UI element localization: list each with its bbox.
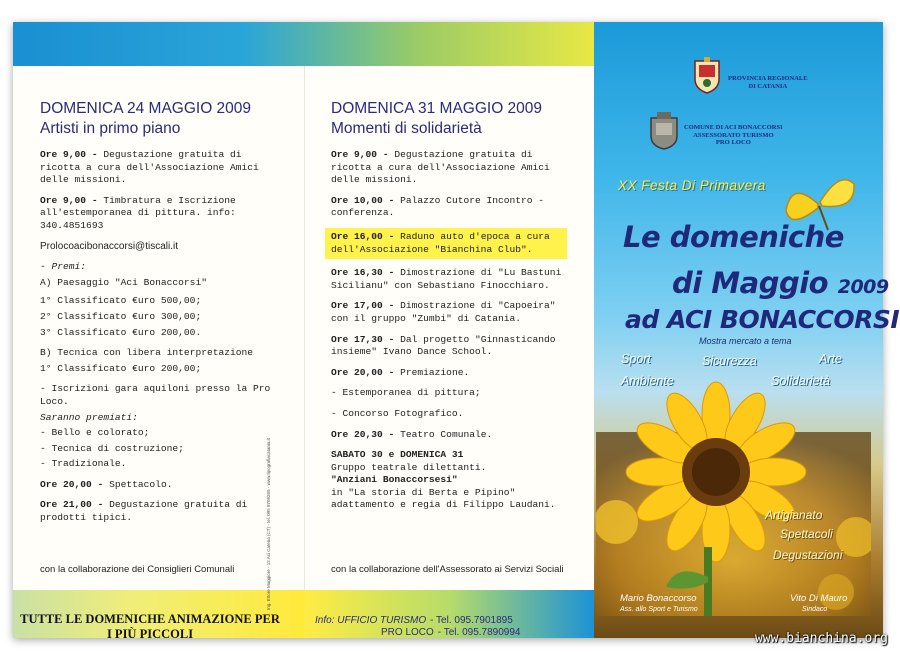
iscrizioni-note: - Iscrizioni gara aquiloni presso la Pro Loco. [40, 383, 277, 407]
day1-title: DOMENICA 24 MAGGIO 2009 [40, 100, 252, 117]
categoria-item: - Tecnica di costruzione; [40, 442, 184, 454]
provincia-crest-icon [692, 55, 722, 95]
premi-a-3: 3° Classificato €uro 200,00. [40, 326, 202, 338]
day2-schedule [331, 149, 567, 520]
comune-crest-icon [648, 110, 680, 150]
signature-assessore: Mario Bonaccorso Ass. allo Sport e Turismo [620, 593, 698, 613]
sabato-line1: Gruppo teatrale dilettanti. [331, 461, 487, 473]
schedule-item: Ore 9,00 - Timbratura e Iscrizione all'estemporanea di pittura. info: 340.4851693 [40, 194, 242, 231]
day1-heading [40, 99, 251, 139]
top-color-band [13, 22, 594, 66]
sabato-name: "Anziani Bonaccorsesi" [331, 474, 458, 486]
categoria-item: - Tradizionale. [40, 458, 127, 470]
schedule-item: Ore 20,30 - Teatro Comunale. [331, 428, 493, 440]
premi-a-2: 2° Classificato €uro 300,00; [40, 310, 202, 322]
saranno-premiati: Saranno premiati: [40, 411, 138, 423]
schedule-item: Ore 17,00 - Dimostrazione di "Capoeira" con il gruppo "Zumbi" di Catania. [331, 300, 562, 324]
schedule-item: Ore 9,00 - Degustazione gratuita di ricotta a cura dell'Associazione Amici delle missioni. [331, 149, 556, 186]
schedule-item: Ore 10,00 - Palazzo Cutore Incontro - conferenza. [331, 194, 550, 219]
printer-vertical-text: Ing. Ettore Maggiore - 12 Aci Catena (CT) - tel. 095 8709265 - www.tipografiacatania.it [266, 438, 271, 610]
festa-title: XX Festa Di Primavera [618, 178, 766, 193]
provincia-label: PROVINCIA REGIONALE DI CATANIA [728, 75, 808, 90]
day2-footer: con la collaborazione dell'Assessorato ai Servizi Sociali [331, 564, 564, 575]
premi-a-1: 1° Classificato €uro 500,00; [40, 295, 202, 307]
schedule-item: Ore 21,00 - Degustazione gratuita di prodotti tipici. [40, 499, 254, 524]
tag-sport: Sport [621, 352, 651, 366]
schedule-item: Ore 16,30 - Dimostrazione di "Lu Bastuni Sicilianu" con Sebastiano Finocchiaro. [331, 267, 568, 291]
schedule-item-highlighted: Ore 16,00 - Raduno auto d'epoca a cura dell'Associazione "Bianchina Club". [325, 228, 567, 259]
premi-a-title: A) Paesaggio "Aci Bonaccorsi" [40, 276, 207, 288]
tag-ambiente: Ambiente [621, 374, 674, 388]
info-contacts [315, 615, 520, 638]
sabato-line2: in "La storia di Berta e Pipino" adattamento e regia di Filippo Laudani. [331, 486, 556, 511]
day2-title: DOMENICA 31 MAGGIO 2009 [331, 100, 543, 117]
comune-label: COMUNE DI ACI BONACCORSI ASSESSORATO TURISMO PRO LOCO [684, 124, 783, 146]
tag-sicurezza: Sicurezza [702, 354, 757, 368]
sunflower-image [596, 372, 871, 616]
sub-item: - Concorso Fotografico. [331, 407, 464, 419]
premi-b-title: B) Tecnica con libera interpretazione [40, 347, 254, 359]
cover-title-line2: di Maggio 2009 [672, 266, 889, 300]
watermark-url: www.bianchina.org [754, 631, 888, 646]
cover-title-line3: ad ACI BONACCORSI [625, 305, 900, 334]
tag-artigianato: Artigianato [765, 508, 823, 522]
day2-subtitle: Momenti di solidarietà [331, 120, 482, 137]
day1-subtitle: Artisti in primo piano [40, 120, 181, 137]
contact-email[interactable]: Prolocoacibonaccorsi@tiscali.it [40, 240, 178, 252]
tag-spettacoli: Spettacoli [780, 527, 833, 541]
schedule-item: Ore 17,30 - Dal progetto "Ginnasticando insieme" Ivano Dance School. [331, 333, 562, 358]
day1-schedule [40, 149, 276, 533]
day1-footer: con la collaborazione dei Consiglieri Comunali [40, 564, 235, 575]
cover-title-line1: Le domeniche [623, 220, 844, 254]
tag-solidarieta: Solidarietà [771, 374, 831, 388]
premi-b-1: 1° Classificato €uro 200,00; [40, 362, 202, 374]
categoria-item: - Bello e colorato; [40, 427, 150, 439]
schedule-item: Ore 9,00 - Degustazione gratuita di ricotta a cura dell'Associazione Amici delle missioni. [40, 149, 265, 186]
info-row-turismo: Info: UFFICIO TURISMO - Tel. 095.7901895 [315, 615, 513, 626]
premi-label: - Premi: [40, 261, 87, 273]
signature-sindaco: Vito Di Mauro Sindaco [790, 593, 848, 613]
day2-heading [331, 99, 542, 139]
animazione-banner: TUTTE LE DOMENICHE ANIMAZIONE PER I PIÙ PICCOLI [20, 612, 280, 641]
sub-item: - Estemporanea di pittura; [331, 387, 481, 399]
tag-degustazioni: Degustazioni [773, 548, 843, 562]
info-row-proloco: PRO LOCO - Tel. 095.7890994 [381, 626, 521, 638]
schedule-item: Ore 20,00 - Premiazione. [331, 366, 470, 378]
tag-arte: Arte [819, 352, 842, 366]
schedule-item: Ore 20,00 - Spettacolo. [40, 478, 173, 490]
sabato-title: SABATO 30 e DOMENICA 31 [331, 449, 464, 461]
mostra-subtitle: Mostra mercato a tema [699, 336, 792, 346]
